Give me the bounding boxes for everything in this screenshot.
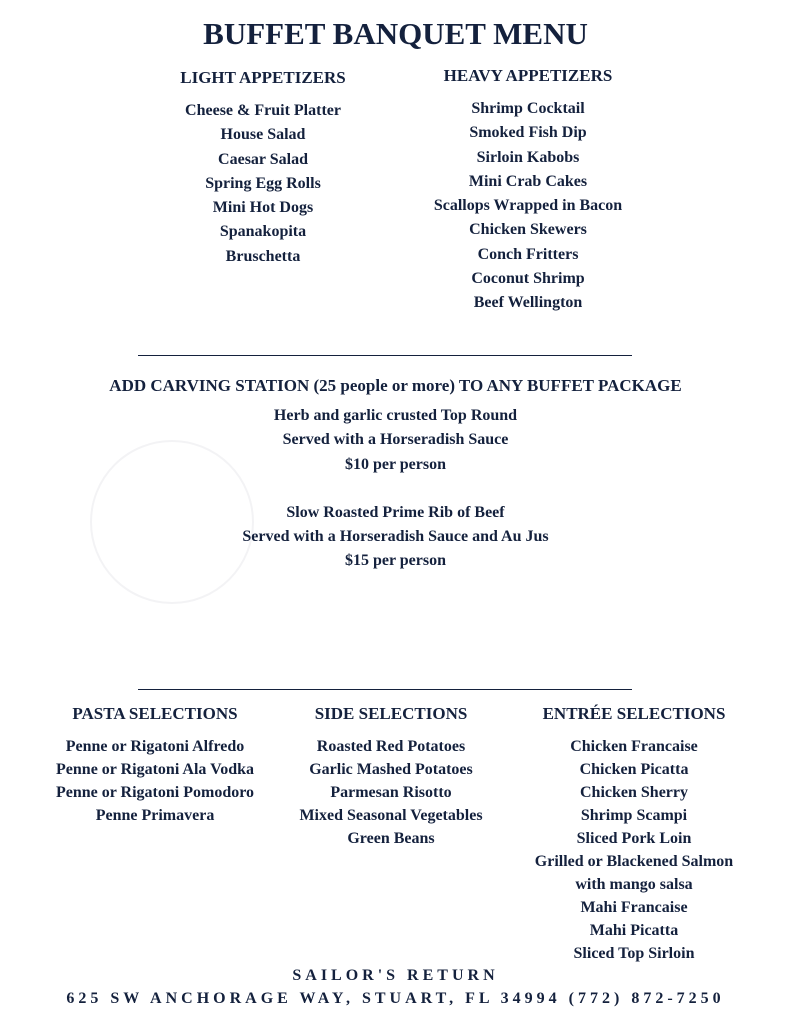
menu-item: Roasted Red Potatoes — [316, 738, 466, 755]
section-heading: ADD CARVING STATION (25 people or more) TO ANY BUFFET PACKAGE — [109, 376, 682, 395]
menu-item: Chicken Francaise — [570, 738, 698, 755]
footer-name: SAILOR'S RETURN — [292, 967, 499, 984]
menu-item: Penne or Rigatoni Pomodoro — [55, 784, 255, 801]
menu-item: Penne Primavera — [95, 807, 215, 824]
menu-item: Chicken Picatta — [579, 761, 689, 778]
menu-item: Sliced Pork Loin — [576, 830, 692, 847]
menu-item: $10 per person — [344, 455, 447, 473]
menu-item: Served with a Horseradish Sauce — [282, 431, 509, 449]
footer-address: 625 SW ANCHORAGE WAY, STUART, FL 34994 (772) 872-7250 — [66, 990, 725, 1007]
menu-item: Garlic Mashed Potatoes — [309, 761, 473, 778]
divider — [138, 355, 632, 356]
menu-item: Grilled or Blackened Salmon — [534, 853, 734, 870]
menu-item: Parmesan Risotto — [330, 784, 452, 801]
menu-item: Mahi Picatta — [589, 922, 679, 939]
section-heading: PASTA SELECTIONS — [72, 704, 238, 723]
menu-item: Penne or Rigatoni Ala Vodka — [56, 761, 254, 778]
carving-station-section — [0, 376, 791, 574]
menu-item: Green Beans — [347, 830, 435, 847]
menu-item: Slow Roasted Prime Rib of Beef — [286, 503, 505, 521]
menu-item: Coconut Shrimp — [471, 270, 585, 288]
page-title: BUFFET BANQUET MENU — [203, 16, 588, 51]
sides-section — [280, 704, 502, 850]
menu-item: Spring Egg Rolls — [205, 174, 321, 192]
menu-item: Mini Crab Cakes — [468, 172, 588, 190]
menu-item: Chicken Sherry — [580, 784, 688, 801]
section-heading: HEAVY APPETIZERS — [443, 66, 613, 85]
menu-item: Shrimp Cocktail — [471, 100, 585, 117]
menu-item: Bruschetta — [225, 247, 301, 265]
menu-item: Cheese & Fruit Platter — [185, 102, 341, 119]
menu-item: with mango salsa — [575, 876, 693, 893]
menu-item: Beef Wellington — [473, 294, 583, 312]
light-appetizers-section — [143, 68, 383, 269]
section-heading: SIDE SELECTIONS — [314, 704, 468, 723]
menu-item: Mixed Seasonal Vegetables — [299, 807, 483, 824]
heavy-appetizers-section — [398, 66, 658, 316]
divider — [138, 689, 632, 690]
menu-item: House Salad — [220, 126, 306, 144]
menu-item: Conch Fritters — [477, 245, 579, 263]
menu-item: Mini Hot Dogs — [212, 199, 314, 217]
entrees-section — [514, 704, 754, 965]
menu-item: Caesar Salad — [218, 150, 308, 168]
menu-item: Sliced Top Sirloin — [573, 945, 695, 962]
section-heading: ENTRÉE SELECTIONS — [542, 704, 726, 723]
menu-item: Chicken Skewers — [469, 221, 587, 239]
menu-item: Scallops Wrapped in Bacon — [433, 197, 623, 215]
menu-item: Smoked Fish Dip — [469, 124, 587, 142]
menu-item: Mahi Francaise — [580, 899, 688, 916]
menu-item: Sirloin Kabobs — [476, 148, 580, 166]
menu-item: Herb and garlic crusted Top Round — [273, 407, 518, 424]
menu-item: Spanakopita — [219, 223, 307, 241]
menu-item: Penne or Rigatoni Alfredo — [65, 738, 245, 755]
menu-item: Shrimp Scampi — [580, 807, 688, 824]
pasta-section — [35, 704, 275, 827]
section-heading: LIGHT APPETIZERS — [180, 68, 346, 87]
menu-item: Served with a Horseradish Sauce and Au Jus — [242, 528, 549, 546]
menu-item: $15 per person — [344, 552, 447, 570]
